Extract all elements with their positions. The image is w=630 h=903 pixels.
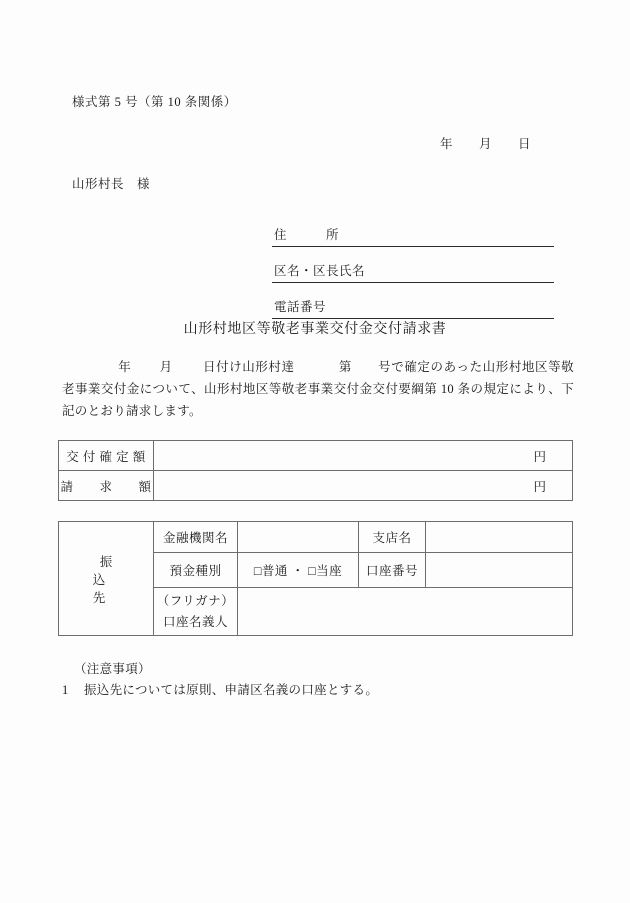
table-row xyxy=(59,522,573,553)
applicant-field-address-label: 住 所 xyxy=(274,228,340,242)
amount-row-unit-0: 円 xyxy=(533,449,546,464)
note-item xyxy=(62,680,379,701)
note-item-number: 1 xyxy=(62,683,69,697)
body-year-label: 年 xyxy=(118,360,132,374)
notes-heading: （注意事項） xyxy=(74,662,151,676)
bank-institution-input[interactable] xyxy=(238,522,359,553)
amount-row-value-1[interactable] xyxy=(154,471,573,501)
bank-account-holder-furigana-label: （フリガナ） xyxy=(156,593,235,608)
bank-account-number-input[interactable] xyxy=(426,553,573,588)
body-line2: 事業交付金について、山形村地区等敬老事業交付金交付要綱第 10 条の規定により、下記の xyxy=(62,382,574,418)
body-go-text: 号で確定のあった山形村地区等敬老 xyxy=(62,360,574,396)
body-month-label: 月 xyxy=(159,360,173,374)
body-line3: とおり請求します。 xyxy=(87,404,202,418)
date-line xyxy=(440,134,531,152)
amount-row-label-0: 交 付 確 定 額 xyxy=(59,441,154,471)
bank-account-type-label: 預金種別 xyxy=(154,553,238,588)
bank-account-type-checkboxes[interactable]: □普通 ・ □当座 xyxy=(238,553,359,588)
applicant-field-phone-label: 電話番号 xyxy=(274,300,327,314)
applicant-field-address[interactable] xyxy=(272,220,554,247)
applicant-field-phone[interactable] xyxy=(272,292,554,319)
bank-account-holder-label xyxy=(154,588,238,636)
bank-account-holder-name-label: 口座名義人 xyxy=(162,614,228,629)
addressee: 山形村長 様 xyxy=(72,177,151,191)
bank-account-number-label: 口座番号 xyxy=(359,553,426,588)
form-number: 様式第 5 号（第 10 条関係） xyxy=(72,95,237,109)
amount-row-unit-1: 円 xyxy=(533,479,546,494)
body-number-label: 第 xyxy=(338,360,352,374)
date-year-label: 年 xyxy=(440,137,454,151)
applicant-field-district-name-label: 区名・区長氏名 xyxy=(274,264,366,278)
amount-row-label-1: 請 求 額 xyxy=(59,471,154,501)
applicant-field-district-name[interactable] xyxy=(272,256,554,283)
table-row xyxy=(59,471,573,501)
amount-table xyxy=(58,440,573,501)
page-title: 山形村地区等敬老事業交付金交付請求書 xyxy=(183,322,447,337)
applicant-block xyxy=(272,220,554,328)
notes-block xyxy=(62,659,379,701)
bank-branch-input[interactable] xyxy=(426,522,573,553)
bank-side-label xyxy=(59,522,180,636)
body-mid-text: 日付け山形村達 xyxy=(202,360,295,374)
note-item-text: 振込先については原則、申請区名義の口座とする。 xyxy=(84,683,379,697)
body-paragraph xyxy=(62,356,574,422)
table-row xyxy=(59,441,573,471)
bank-transfer-table xyxy=(58,521,573,636)
bank-account-holder-input[interactable] xyxy=(238,588,573,636)
amount-row-value-0[interactable] xyxy=(154,441,573,471)
date-month-label: 月 xyxy=(479,137,493,151)
bank-institution-label: 金融機関名 xyxy=(154,522,238,553)
bank-branch-label: 支店名 xyxy=(359,522,426,553)
date-day-label: 日 xyxy=(518,137,532,151)
bank-side-label-text: 振 込 先 xyxy=(92,554,180,605)
